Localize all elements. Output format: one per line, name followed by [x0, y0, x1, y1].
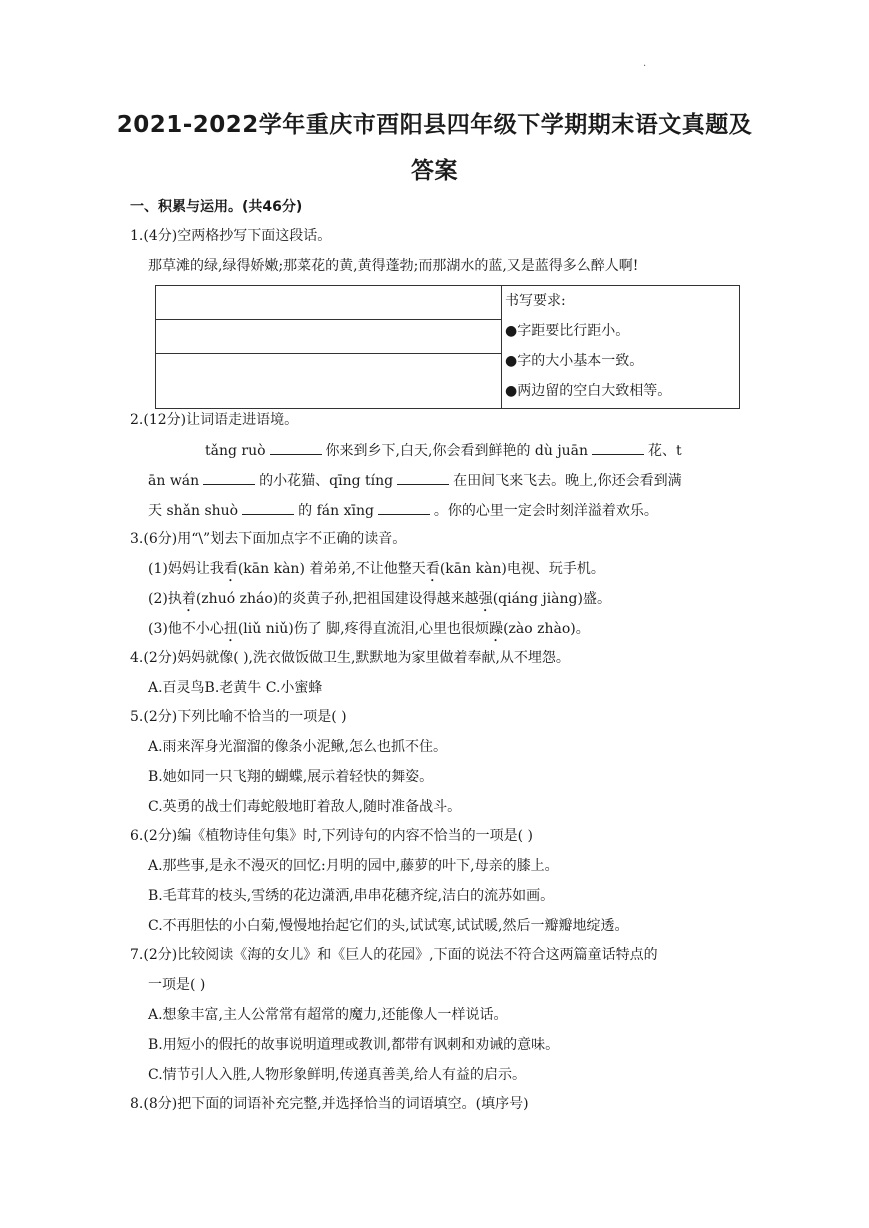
q1-stem: 1.(4分)空两格抄写下面这段话。 — [130, 228, 332, 244]
q2-line3: 天 shǎn shuò 的 fán xīng 。你的心里一定会时刻洋溢着欢乐。 — [148, 500, 658, 521]
answer-blank[interactable] — [270, 440, 322, 455]
q7-option-c: C.情节引人入胜,人物形象鲜明,传递真善美,给人有益的启示。 — [148, 1067, 527, 1083]
header-mark: . — [643, 58, 647, 69]
answer-blank[interactable] — [242, 500, 294, 515]
answer-blank[interactable] — [592, 440, 644, 455]
q2-stem: 2.(12分)让词语走进语境。 — [130, 412, 299, 428]
q7-option-b: B.用短小的假托的故事说明道理或教训,都带有讽刺和劝诫的意味。 — [148, 1037, 560, 1053]
requirement-title: 书写要求: — [505, 293, 566, 309]
writing-row-2[interactable] — [156, 320, 502, 354]
page-title-line2: 答案 — [411, 158, 458, 184]
q7-option-a: A.想象丰富,主人公常常有超常的魔力,还能像人一样说话。 — [148, 1007, 508, 1023]
q5-option-b: B.她如同一只飞翔的蝴蝶,展示着轻快的舞姿。 — [148, 769, 434, 785]
q2-line1: tǎng ruò 你来到乡下,白天,你会看到鲜艳的 dù juān 花、t — [205, 440, 682, 461]
q8-stem: 8.(8分)把下面的词语补充完整,并选择恰当的词语填空。(填序号) — [130, 1096, 529, 1112]
q6-stem: 6.(2分)编《植物诗佳句集》时,下列诗句的内容不恰当的一项是( ) — [130, 828, 534, 844]
q3-stem: 3.(6分)用“\”划去下面加点字不正确的读音。 — [130, 531, 407, 547]
q2-line2: ān wán 的小花猫、qīng tíng 在田间飞来飞去。晚上,你还会看到满 — [148, 470, 682, 491]
q3-line3: (3)他不小心扭(liǔ niǔ)伤了 脚,疼得直流泪,心里也很烦躁(zào zhào)。 — [148, 621, 590, 637]
page-title-line1: 2021-2022学年重庆市酉阳县四年级下学期期末语文真题及 — [116, 112, 753, 138]
writing-row-3[interactable] — [156, 354, 502, 409]
copy-table — [155, 285, 740, 409]
q7-stem-cont: 一项是( ) — [148, 977, 206, 993]
q3-line2: (2)执着(zhuó zháo)的炎黄子孙,把祖国建设得越来越强(qiáng jiàng)盛。 — [148, 591, 611, 607]
q6-option-a: A.那些事,是永不漫灭的回忆:月明的园中,藤萝的叶下,母亲的膝上。 — [148, 858, 559, 874]
q3-line1: (1)妈妈让我看(kān kàn) 着弟弟,不让他整天看(kān kàn)电视、玩手机。 — [148, 561, 605, 577]
q6-option-c: C.不再胆怯的小白菊,慢慢地抬起它们的头,试试寒,试试暖,然后一瓣瓣地绽透。 — [148, 918, 629, 934]
q6-option-b: B.毛茸茸的枝头,雪绣的花边潇洒,串串花穗齐绽,洁白的流苏如画。 — [148, 888, 555, 904]
writing-requirements — [502, 286, 740, 409]
requirement-item: ●两边留的空白大致相等。 — [505, 383, 672, 399]
q4-options: A.百灵鸟B.老黄牛 C.小蜜蜂 — [148, 680, 323, 696]
requirement-item: ●字距要比行距小。 — [505, 323, 630, 339]
writing-row-1[interactable] — [156, 286, 502, 320]
q7-stem: 7.(2分)比较阅读《海的女儿》和《巨人的花园》,下面的说法不符合这两篇童话特点的 — [130, 947, 658, 963]
section-heading: 一、积累与运用。(共46分) — [130, 199, 303, 215]
q5-stem: 5.(2分)下列比喻不恰当的一项是( ) — [130, 709, 347, 725]
answer-blank[interactable] — [397, 470, 449, 485]
q5-option-a: A.雨来浑身光溜溜的像条小泥鳅,怎么也抓不住。 — [148, 739, 448, 755]
answer-blank[interactable] — [203, 470, 255, 485]
q4-stem: 4.(2分)妈妈就像( ),洗衣做饭做卫生,默默地为家里做着奉献,从不埋怨。 — [130, 650, 570, 666]
q1-passage: 那草滩的绿,绿得娇嫩;那菜花的黄,黄得蓬勃;而那湖水的蓝,又是蓝得多么醉人啊! — [148, 258, 639, 274]
answer-blank[interactable] — [378, 500, 430, 515]
requirement-item: ●字的大小基本一致。 — [505, 353, 644, 369]
q5-option-c: C.英勇的战士们毒蛇般地盯着敌人,随时准备战斗。 — [148, 799, 462, 815]
